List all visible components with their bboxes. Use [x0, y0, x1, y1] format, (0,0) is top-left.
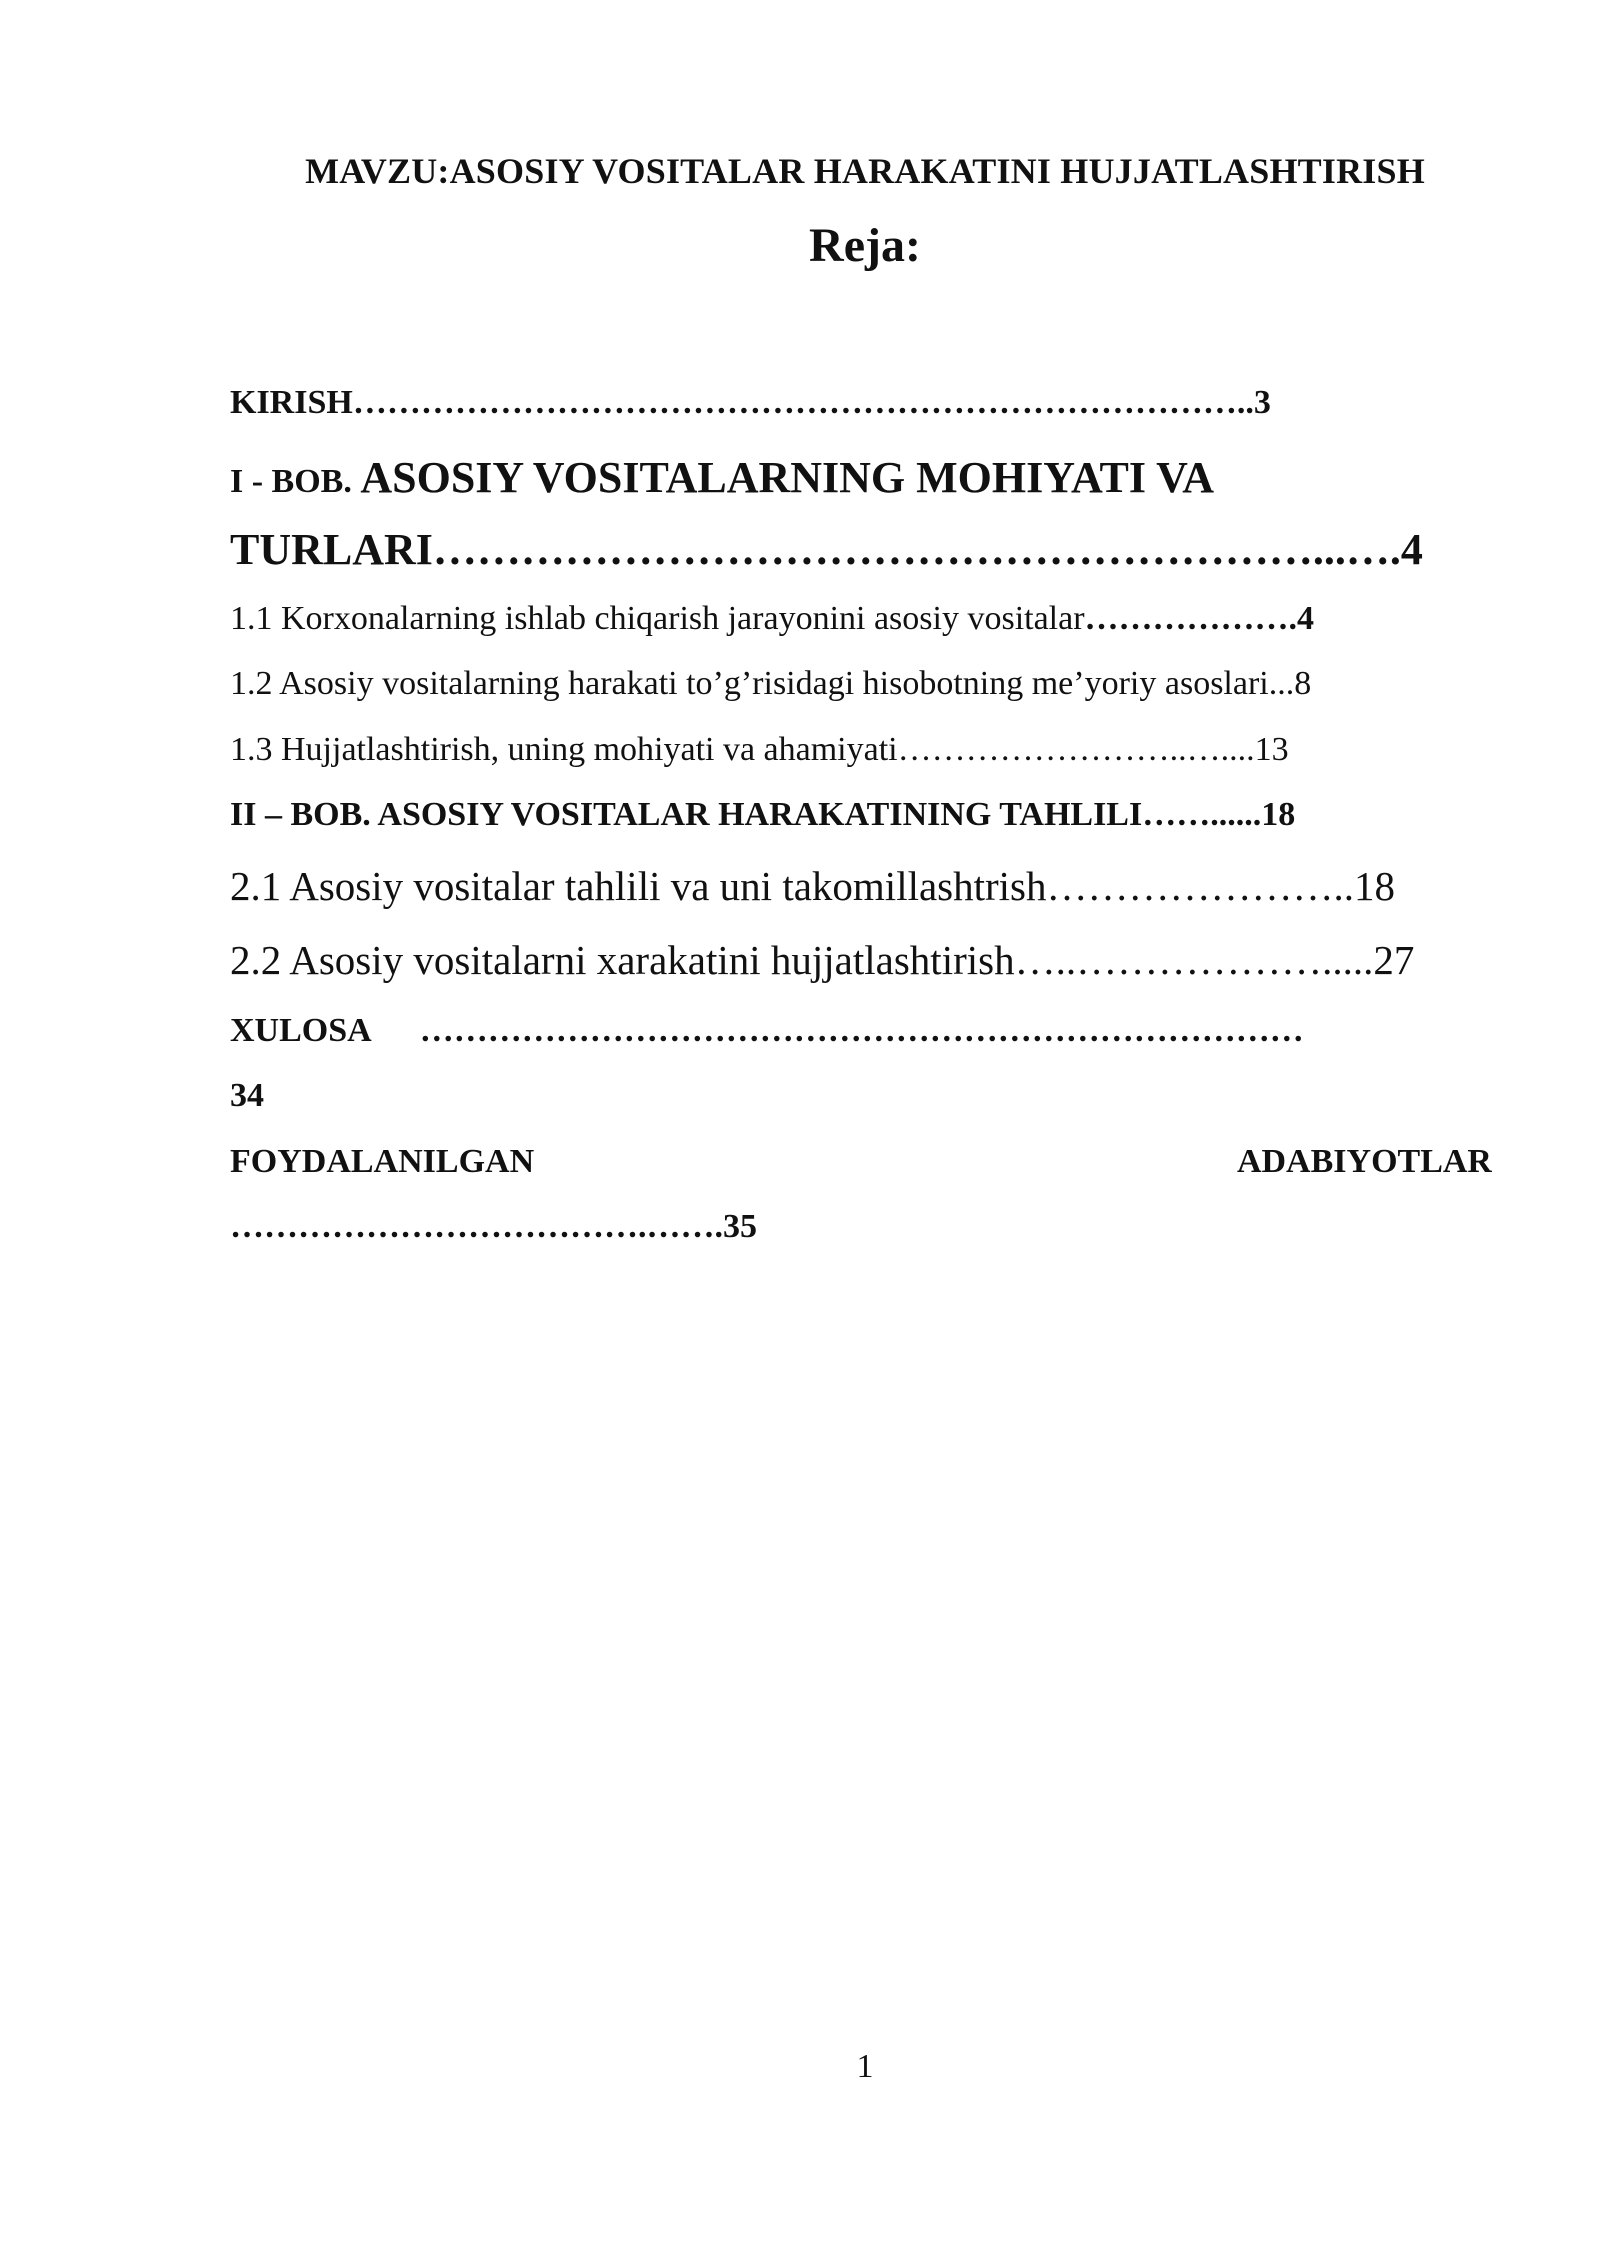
chapter-1-title: ASOSIY VOSITALARNING MOHIYATI VA [360, 453, 1215, 502]
xulosa-dots: …………………………………………………………………… [419, 1012, 1304, 1049]
references-dots-page: ……………………………….…….35 [230, 1208, 757, 1245]
page-number: 1 [856, 2048, 874, 2085]
references-label-left: FOYDALANILGAN [230, 1143, 535, 1180]
toc-entry-1-1-text: 1.1 Korxonalarning ishlab chiqarish jarayonini asosiy vositalar [230, 600, 1085, 637]
toc-entry-1-1 [230, 600, 1492, 638]
toc-entry-2-1: 2.1 Asosiy vositalar tahlili va uni takomillashtrish…………………..18 [230, 863, 1396, 909]
xulosa-page-number: 34 [230, 1077, 264, 1114]
references-label-right: ADABIYOTLAR [1236, 1143, 1492, 1180]
toc-entry-kirish: KIRISH……………………………………………………………………..3 [230, 384, 1271, 421]
chapter-1-prefix: I - BOB. [230, 463, 361, 500]
toc-entry-1-1-dots: ……………….4 [1084, 600, 1315, 637]
toc-entry-1-2: 1.2 Asosiy vositalarning harakati to’g’risidagi hisobotning me’yoriy asoslari...8 [230, 665, 1312, 702]
toc-entry-1-3: 1.3 Hujjatlashtirish, uning mohiyati va ahamiyati……………………..…....13 [230, 731, 1289, 768]
document-title: MAVZU:ASOSIY VOSITALAR HARAKATINI HUJJATLASHTIRISH [305, 151, 1425, 191]
plan-heading: Reja: [809, 219, 921, 272]
xulosa-label: XULOSA [230, 1012, 372, 1049]
toc-entry-chapter-1-continued: TURLARI……………………………………………………...….4 [230, 525, 1423, 574]
toc-entry-chapter-2: II – BOB. ASOSIY VOSITALAR HARAKATINING TAHLILI……......18 [230, 796, 1296, 833]
toc-entry-2-2: 2.2 Asosiy vositalarni xarakatini hujjatlashtirish…..……………….....27 [230, 937, 1415, 983]
toc-entry-xulosa [230, 1012, 1492, 1050]
toc-entry-chapter-1 [230, 452, 1492, 503]
toc-entry-references [230, 1143, 1492, 1181]
